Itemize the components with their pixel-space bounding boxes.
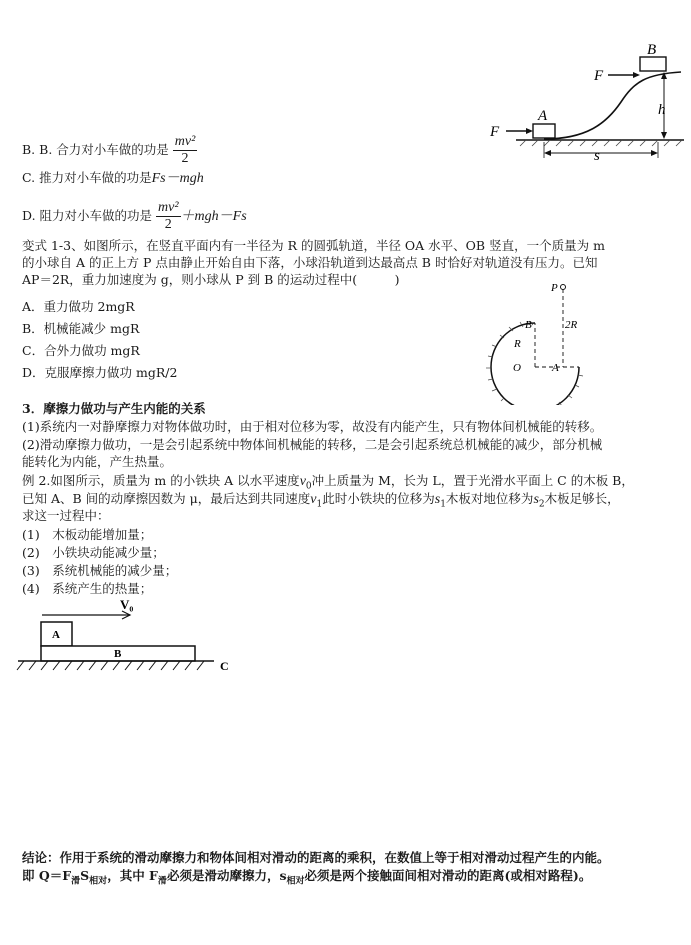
section-p1: (1)系统内一对静摩擦力对物体做功时，由于相对位移为零，故没有内能产生，只有物体间机械能的转移。 [22, 419, 603, 434]
option-d-fraction: $\frac{\text{mv²}}{2}$ [158, 200, 179, 232]
option-c: C. 推力对小车做的功是Fs－mgh [22, 170, 204, 186]
variant-option-d: D．克服摩擦力做功 mgR/2 [22, 365, 178, 380]
section-heading: 3．摩擦力做功与产生内能的关系 [22, 401, 206, 416]
example-line-2: 已知 A、B 间的动摩擦因数为 μ，最后达到共同速度$v_1$此时小铁块的位移为$s_1$木板对地位移为$s_2$木板足够长， [22, 491, 620, 510]
example-line-1: 例 2.如图所示，质量为 m 的小铁块 A 以水平速度$v_0$冲上质量为 M，长为 L，置于光滑水平面上 C 的木板 B， [22, 473, 634, 492]
label-2r: 2R [565, 319, 578, 331]
label-v0: V₀ [120, 597, 134, 612]
label-o: O [513, 362, 521, 374]
variant-option-a: A．重力做功 2mgR [22, 299, 135, 314]
option-d: D. 阻力对小车做的功是 $\frac{\text{mv²}}{2}$ ＋mgh－Fs [22, 200, 247, 232]
example-q2: (2) 小铁块动能减少量； [22, 545, 165, 560]
block-board-figure [12, 595, 242, 680]
conclusion-line-1: 结论：作用于系统的滑动摩擦力和物体间相对滑动的距离的乘积，在数值上等于相对滑动过程产生的内能。 [22, 850, 610, 865]
hill-figure [486, 42, 686, 172]
option-b-text: B. B. 合力对小车做的功是 [22, 142, 169, 157]
label-s: s [594, 148, 600, 164]
example-q3: (3) 系统机械能的减少量； [22, 563, 178, 578]
label-f2: F [594, 68, 604, 84]
label-p: P [551, 282, 558, 294]
cart-a [533, 124, 555, 138]
variant-line-1: 变式 1-3、如图所示，在竖直平面内有一半径为 R 的圆弧轨道，半径 OA 水平、OB 竖直，一个质量为 m [22, 238, 605, 253]
cart-b [640, 57, 666, 71]
label-a: A [52, 629, 60, 641]
label-h: h [658, 102, 666, 118]
variant-option-c: C．合外力做功 mgR [22, 343, 140, 358]
label-c: C [220, 659, 229, 673]
variant-line-2: 的小球自 A 的正上方 P 点由静止开始自由下落，小球沿轨道到达最高点 B 时恰好对轨道没有压力。已知 [22, 255, 598, 270]
label-b: B [647, 42, 657, 58]
conclusion-line-2: 即 $Q=F_滑S_{相对}$，其中 $F_滑$必须是滑动摩擦力，$s_{相对}$必须是两个接触面间相对滑动的距离(或相对路程)。 [22, 868, 592, 887]
option-b [22, 134, 197, 167]
label-f1: F [490, 124, 500, 140]
option-b-fraction: $\frac{\text{mv²}}{2}$ [174, 134, 196, 166]
variant-option-b: B．机械能减少 mgR [22, 321, 140, 336]
label-b: B [114, 648, 122, 660]
label-b: B [525, 319, 532, 331]
label-a: A [538, 108, 548, 124]
section-p2b: 能转化为内能，产生热量。 [22, 454, 173, 469]
label-r: R [514, 338, 521, 350]
example-q1: (1) 木板动能增加量； [22, 527, 153, 542]
variant-line-3: AP＝2R，重力加速度为 g，则小球从 P 到 B 的运动过程中( ) [22, 272, 400, 287]
label-a: A [552, 362, 559, 374]
example-line-3: 求这一过程中： [22, 508, 110, 523]
section-p2a: (2)滑动摩擦力做功，一是会引起系统中物体间机械能的转移，二是会引起系统总机械能的减少，部分机械 [22, 437, 603, 452]
circular-track-figure [475, 280, 585, 405]
example-q4: (4) 系统产生的热量； [22, 581, 153, 596]
